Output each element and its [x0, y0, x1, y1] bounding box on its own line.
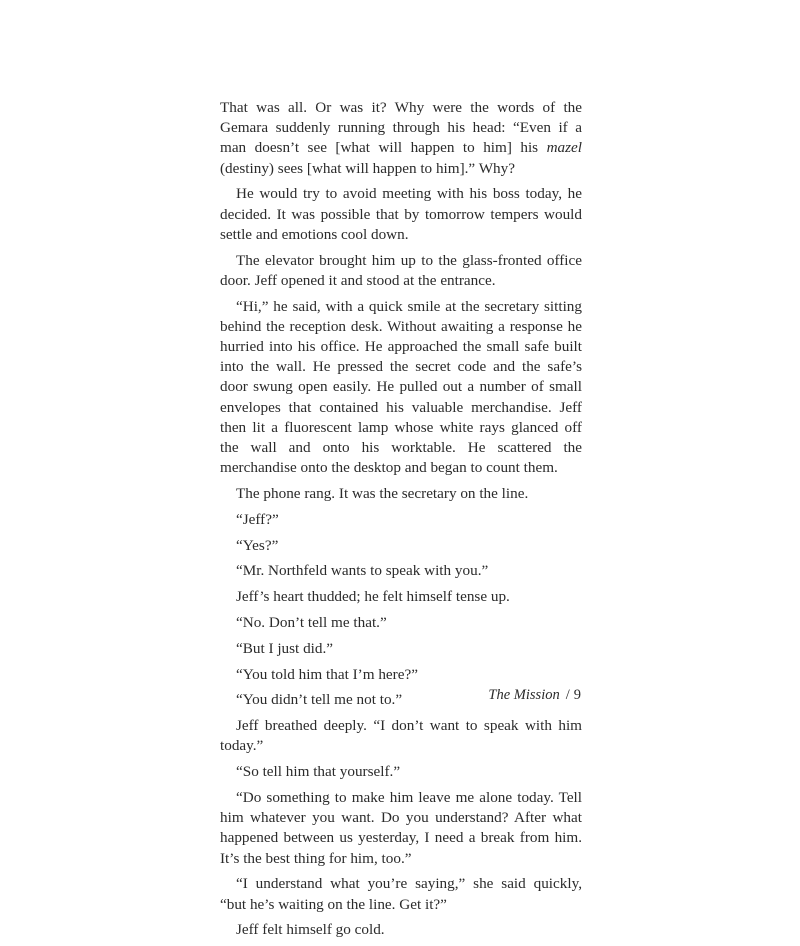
paragraph: “But I just did.”	[236, 639, 334, 657]
book-title: The Mission	[488, 687, 560, 703]
paragraph: “So tell him that yourself.”	[236, 763, 401, 781]
page-number: 9	[573, 687, 581, 703]
paragraph: Jeff’s heart thudded; he felt himself tense up.	[236, 588, 510, 606]
paragraph: “You didn’t tell me not to.”	[236, 691, 403, 709]
running-footer	[488, 687, 581, 704]
paragraph: “I understand what you’re saying,” she said quickly, “but he’s waiting on the line. Get it?”	[220, 875, 582, 913]
paragraph: “No. Don’t tell me that.”	[236, 614, 387, 632]
paragraph-text: That was all. Or was it? Why were the words of the Gemara suddenly running through his head: “Even if a man doesn’t see [what will happen to him] his	[220, 99, 582, 157]
paragraph: “Jeff?”	[236, 510, 279, 528]
paragraph-text: (destiny) sees [what will happen to him].” Why?	[220, 159, 515, 177]
paragraph: He would try to avoid meeting with his boss today, he decided. It was possible that by tomorrow tempers would settle and emotions cool down.	[220, 185, 582, 243]
paragraph: Jeff breathed deeply. “I don’t want to speak with him today.”	[220, 717, 582, 755]
paragraph: “Mr. Northfeld wants to speak with you.”	[236, 562, 489, 580]
paragraph: “Yes?”	[236, 536, 279, 554]
paragraph: “Hi,” he said, with a quick smile at the secretary sitting behind the reception desk. Without awaiting a response he hurried into his office. He approached the small safe built into the wall. He pressed the secret code and the safe’s door swung open easily. He pulled out a number of small envelopes that contained his valuable merchandise. Jeff then lit a fluorescent lamp whose white rays glanced off the wall and onto his worktable. He scattered the merchandise onto the desktop and began to count them.	[220, 297, 582, 477]
paragraph	[220, 98, 582, 179]
paragraph: The elevator brought him up to the glass-fronted office door. Jeff opened it and stood at the entrance.	[220, 251, 582, 289]
paragraph: “Do something to make him leave me alone today. Tell him whatever you want. Do you understand? After what happened between us yesterday, I need a break from him. It’s the best thing for him, too.”	[220, 789, 582, 867]
paragraph: Jeff felt himself go cold.	[236, 921, 385, 939]
paragraph: The phone rang. It was the secretary on the line.	[236, 485, 529, 503]
footer-separator: /	[565, 687, 570, 703]
italic-term: mazel	[546, 139, 582, 157]
body-text	[220, 98, 582, 946]
paragraph: “You told him that I’m here?”	[236, 665, 418, 683]
